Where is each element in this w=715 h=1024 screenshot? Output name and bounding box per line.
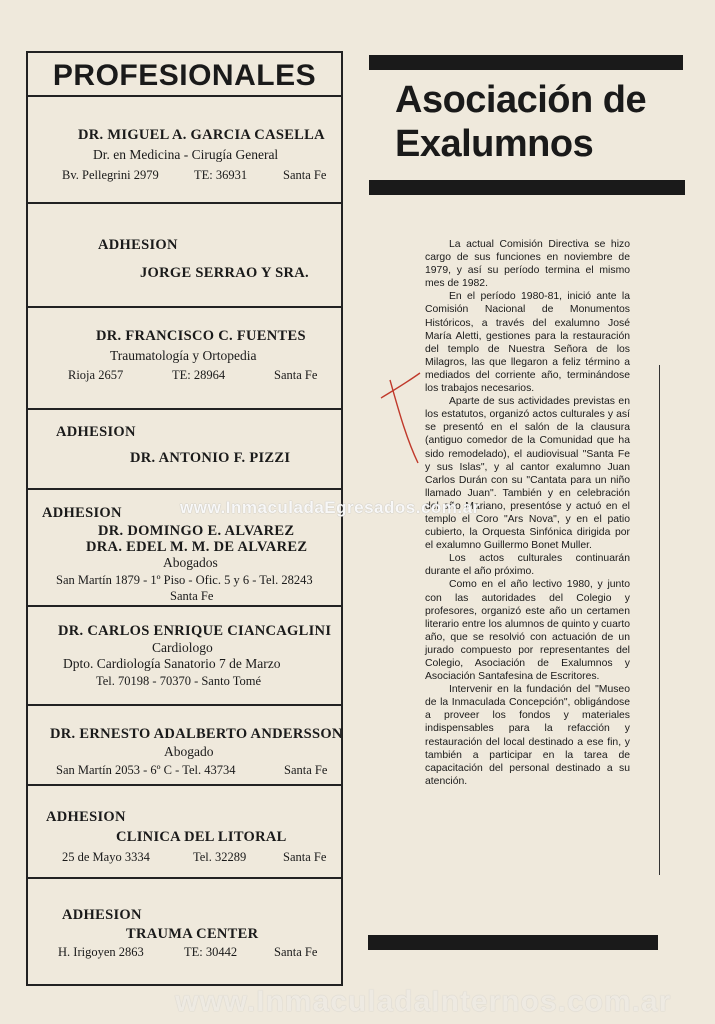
entry-name: CLINICA DEL LITORAL (116, 829, 287, 845)
pen-cross-mark (376, 368, 426, 468)
entry-adhesion: ADHESION (62, 907, 142, 923)
entry-phone: TE: 28964 (172, 368, 226, 382)
watermark-egresados: www.InmaculadaEgresados.com.ar (180, 498, 480, 517)
entry-city: Santa Fe (170, 589, 214, 603)
entry-ciancaglini (28, 607, 341, 706)
entry-address: Bv. Pellegrini 2979 (62, 168, 159, 182)
entry-name-1: DR. DOMINGO E. ALVAREZ (98, 523, 295, 539)
top-rule (369, 55, 683, 70)
entry-profession: Abogado (164, 744, 214, 759)
entry-adhesion: ADHESION (56, 424, 136, 440)
entry-garcia-casella (28, 97, 341, 204)
article-title (395, 78, 646, 166)
entry-serrao (28, 204, 341, 308)
entry-name: DR. ANTONIO F. PIZZI (130, 450, 291, 466)
article-title-line-2: Exalumnos (395, 123, 594, 165)
professionals-title: PROFESIONALES (28, 53, 341, 97)
entry-phone: Tel. 70198 - 70370 - Santo Tomé (96, 674, 262, 688)
entry-city: Santa Fe (274, 945, 318, 959)
entry-phone: TE: 30442 (184, 945, 238, 959)
entry-phone: TE: 36931 (194, 168, 248, 182)
article-paragraph: Como en el año lectivo 1980, y junto con las autoridades del Colegio y profesores, organizó este año un certamen literario entre los alumnos de quinto y cuarto año, que se resolvió con actuación de un jurado compuesto por representantes del Colegio, Asociación de Exalumnos y Asociación Santafesina de Escritores. (425, 579, 630, 683)
entry-name: JORGE SERRAO Y SRA. (140, 265, 309, 281)
entry-city: Santa Fe (284, 763, 328, 777)
entry-specialty: Dr. en Medicina - Cirugía General (93, 147, 279, 162)
entry-name-2: DRA. EDEL M. M. DE ALVAREZ (86, 539, 308, 555)
entry-adhesion: ADHESION (42, 505, 122, 521)
entry-institution: Dpto. Cardiología Sanatorio 7 de Marzo (63, 656, 281, 671)
bottom-rule (368, 935, 658, 950)
entry-city: Santa Fe (283, 850, 327, 864)
article-paragraph: Intervenir en la fundación del "Museo de la Inmaculada Concepción", obligándose a proveer los fondos y materiales indispensables para la refacción y restauración del local destinado a ese fin, y también a participar en la tarea de capacitación del personal destinado a su atención. (425, 684, 630, 787)
entry-adhesion: ADHESION (98, 237, 178, 253)
article-paragraph: Aparte de sus actividades previstas en los estatutos, organizó actos culturales y así se presentó en el salón de la clausura (antiguo comedor de la Comunidad que ha sido remodelado), el audiovisual "Santa Fe y sus Islas", y al cantor exalumno Juan Carlos Durán con su "Cantata para un niño llamado Juan". También y en celebración del año Mariano, presentóse y actuó en el templo el Coro "Ars Nova", y en el patio cubierto, la Orquesta Sinfónica dirigida por el exalumno Guillermo Bonet Muller. (425, 396, 630, 552)
entry-clinica-litoral (28, 786, 341, 879)
article-paragraph: La actual Comisión Directiva se hizo cargo de sus funciones en noviembre de 1979, y así su período termina el mismo mes de 1982. (425, 239, 630, 290)
entry-phone: Tel. 32289 (193, 850, 247, 864)
article-paragraph: En el período 1980-81, inició ante la Comisión Nacional de Monumentos Históricos, a través del exalumno José María Aletti, gestiones para la restauración del templo de Nuestra Señora de los Milagros, las que llegaron a feliz término a mediados del corriente año, terminándose los trabajos necesarios. (425, 291, 630, 395)
entry-address: San Martín 1879 - 1º Piso - Ofic. 5 y 6 - Tel. 28243 (56, 573, 313, 587)
entry-specialty: Cardiologo (152, 640, 213, 655)
entry-trauma-center (28, 879, 341, 984)
entry-name: DR. MIGUEL A. GARCIA CASELLA (78, 127, 325, 143)
column-rule (659, 365, 660, 875)
article-title-line-1: Asociación de (395, 79, 647, 121)
watermark-internos: www.InmaculadaInternos.com.ar (175, 985, 672, 1018)
professionals-box (26, 51, 343, 986)
entry-andersson (28, 706, 341, 786)
entry-name: DR. ERNESTO ADALBERTO ANDERSSON (50, 726, 343, 742)
entry-address: 25 de Mayo 3334 (62, 850, 150, 864)
article-paragraph: Los actos culturales continuarán durante el año próximo. (425, 553, 630, 578)
entry-name: TRAUMA CENTER (126, 926, 259, 942)
entry-pizzi (28, 410, 341, 490)
entry-address: San Martín 2053 - 6º C - Tel. 43734 (56, 763, 236, 777)
entry-adhesion: ADHESION (46, 809, 126, 825)
title-rule (369, 180, 685, 195)
entry-city: Santa Fe (283, 168, 327, 182)
entry-specialty: Traumatología y Ortopedia (110, 348, 257, 363)
entry-profession: Abogados (163, 555, 218, 570)
entry-fuentes (28, 308, 341, 410)
entry-address: H. Irigoyen 2863 (58, 945, 144, 959)
entry-name: DR. FRANCISCO C. FUENTES (96, 328, 306, 344)
entry-address: Rioja 2657 (68, 368, 124, 382)
entry-name: DR. CARLOS ENRIQUE CIANCAGLINI (58, 623, 332, 639)
entry-city: Santa Fe (274, 368, 318, 382)
